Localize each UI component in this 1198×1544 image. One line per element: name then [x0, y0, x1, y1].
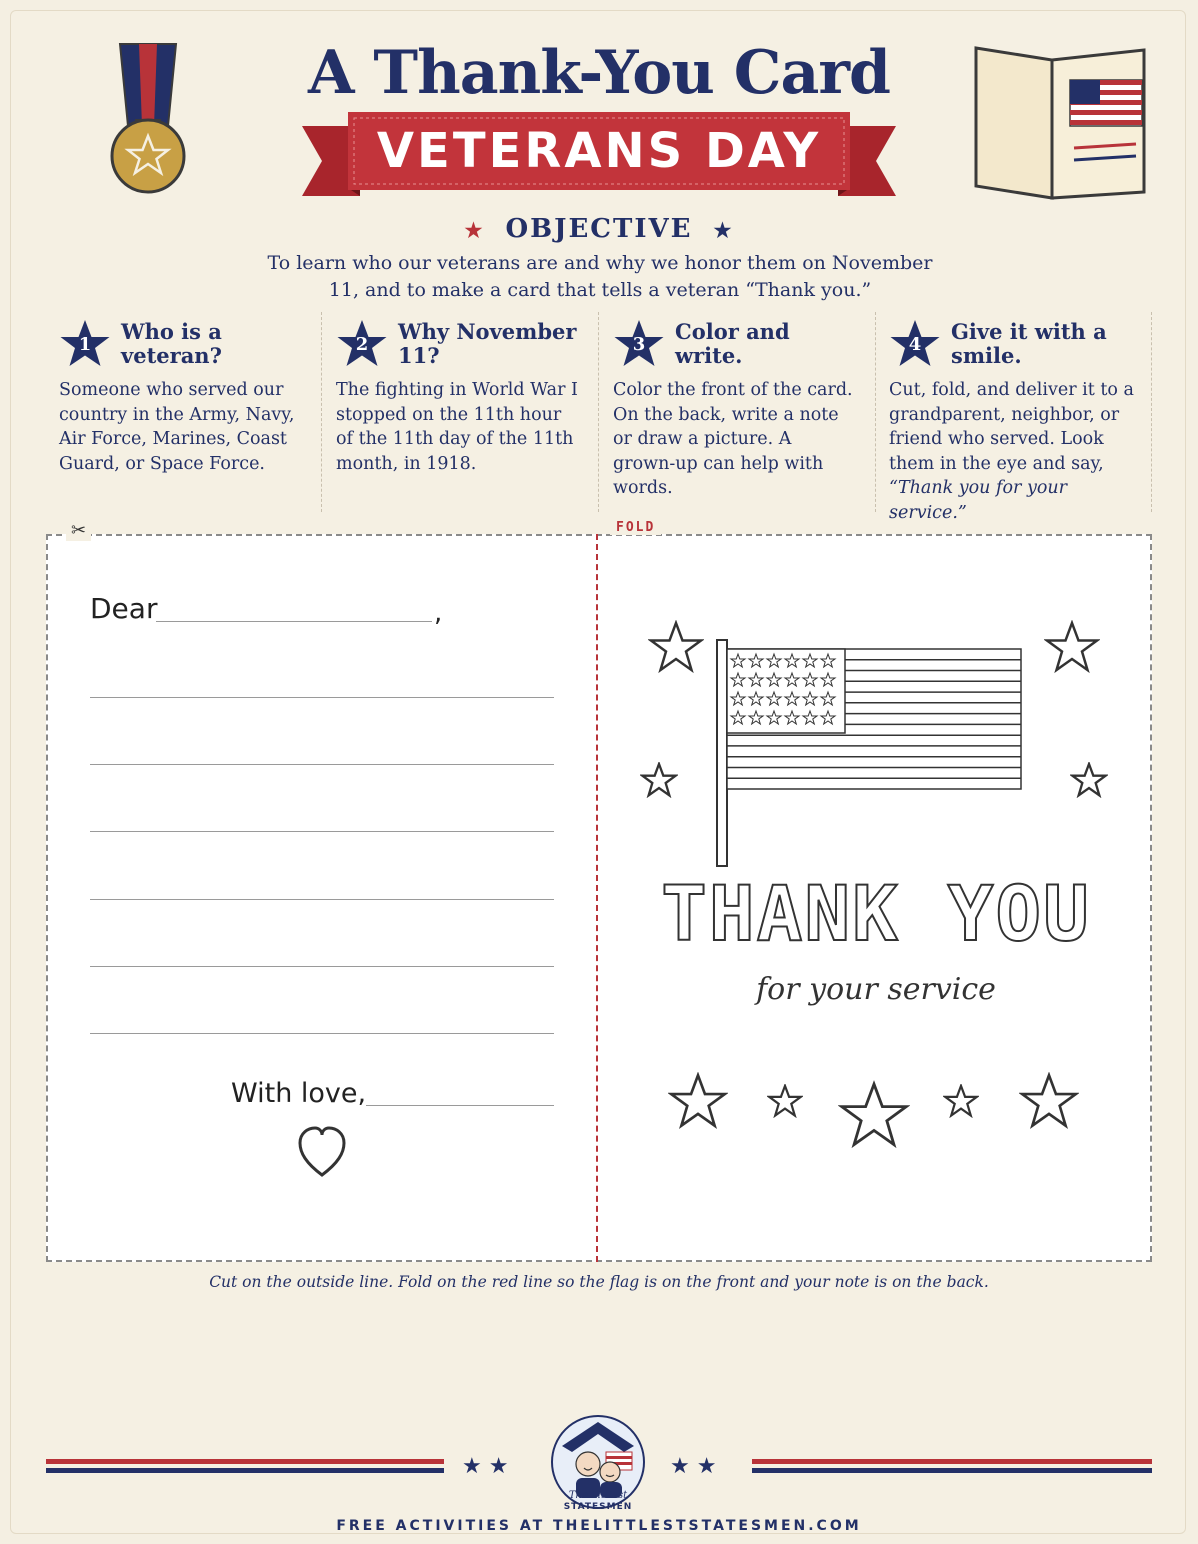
- outline-star-icon: [648, 620, 704, 678]
- logo-icon: [548, 1412, 648, 1512]
- objective-text: To learn who our veterans are and why we honor them on November 11, and to make a card that tells a veteran “Thank you.”: [267, 252, 933, 301]
- step-divider: [598, 312, 599, 512]
- outline-star-icon: [640, 762, 678, 802]
- banner: [302, 110, 896, 206]
- step-divider: [1151, 312, 1152, 512]
- step-4: [889, 318, 1145, 525]
- step-body: Someone who served our country in the Army, Navy, Air Force, Marines, Coast Guard, or Space Force.: [59, 380, 295, 474]
- flag-outline-icon: [712, 634, 1028, 874]
- step-title: Who is a veteran?: [121, 319, 222, 368]
- objective-star-left-icon: ★: [464, 218, 485, 242]
- step-title: Why November 11?: [398, 319, 577, 368]
- step-1: [59, 318, 305, 476]
- writing-line[interactable]: [90, 764, 554, 765]
- step-body-text: Cut, fold, and deliver it to a grandparent, neighbor, or friend who served. Look them in the eye and say,: [889, 380, 1134, 474]
- step-star-icon: [889, 318, 941, 370]
- for-your-service-text: for your service: [756, 972, 996, 1007]
- dear-label: Dear: [90, 592, 158, 625]
- signature-line[interactable]: [366, 1105, 554, 1106]
- thank-you-heading: [600, 862, 1152, 956]
- step-star-icon: [59, 318, 111, 370]
- logo-text-2: STATESMEN: [563, 1502, 633, 1512]
- banner-text: VETERANS DAY: [376, 123, 822, 179]
- logo-text-1: The Littlest: [568, 1490, 628, 1501]
- writing-line[interactable]: [90, 899, 554, 900]
- step-number: 2: [355, 334, 369, 355]
- step-2: [336, 318, 582, 476]
- thank-you-text: THANK YOU: [661, 869, 1091, 952]
- outline-star-icon: [943, 1084, 979, 1122]
- step-body: Color the front of the card. On the back, write a note or draw a picture. A grown-up can help with words.: [613, 380, 853, 498]
- writing-line[interactable]: [90, 1033, 554, 1034]
- page-title: A Thank-You Card: [307, 38, 890, 108]
- step-title: Color and write.: [675, 319, 790, 368]
- fold-line: [596, 534, 598, 1262]
- outline-star-icon: [1019, 1072, 1079, 1134]
- step-divider: [321, 312, 322, 512]
- step-title: Give it with a smile.: [951, 319, 1107, 368]
- step-number: 4: [908, 334, 922, 355]
- writing-line[interactable]: [90, 966, 554, 967]
- scissors-icon: ✂: [66, 520, 91, 541]
- step-3: [613, 318, 859, 501]
- instructions-caption: Cut on the outside line. Fold on the red line so the flag is on the front and your note is on the back.: [209, 1273, 989, 1291]
- writing-line[interactable]: [90, 831, 554, 832]
- footer-stripe-left: [46, 1459, 444, 1477]
- outline-star-icon: [668, 1072, 728, 1134]
- step-star-icon: [336, 318, 388, 370]
- objective-heading: [0, 214, 1198, 244]
- outline-star-icon: [1044, 620, 1100, 678]
- objective-label: OBJECTIVE: [505, 214, 693, 244]
- writing-line[interactable]: [90, 697, 554, 698]
- dear-name-line[interactable]: [156, 621, 432, 622]
- footer-stars-left: ★ ★: [462, 1454, 509, 1479]
- footer-stripe-right: [752, 1459, 1152, 1477]
- footer-text[interactable]: FREE ACTIVITIES AT THELITTLESTSTATESMEN.COM: [336, 1518, 862, 1534]
- outline-star-icon: [1070, 762, 1108, 802]
- dear-comma: ,: [434, 598, 443, 628]
- step-divider: [875, 312, 876, 512]
- step-number: 1: [78, 334, 92, 355]
- objective-star-right-icon: ★: [713, 218, 734, 242]
- footer-stars-right: ★ ★: [670, 1454, 717, 1479]
- step-body: The fighting in World War I stopped on the 11th hour of the 11th day of the 11th month, in 1918.: [336, 380, 578, 474]
- fold-label: FOLD: [610, 520, 661, 535]
- heart-icon: [296, 1125, 348, 1185]
- step-star-icon: [613, 318, 665, 370]
- step-number: 3: [632, 334, 646, 355]
- outline-star-icon: [767, 1084, 803, 1122]
- outline-star-icon: [838, 1080, 910, 1154]
- step-body: [889, 378, 1145, 525]
- step-quote: “Thank you for your service.”: [889, 478, 1068, 523]
- with-love-label: With love,: [231, 1078, 367, 1109]
